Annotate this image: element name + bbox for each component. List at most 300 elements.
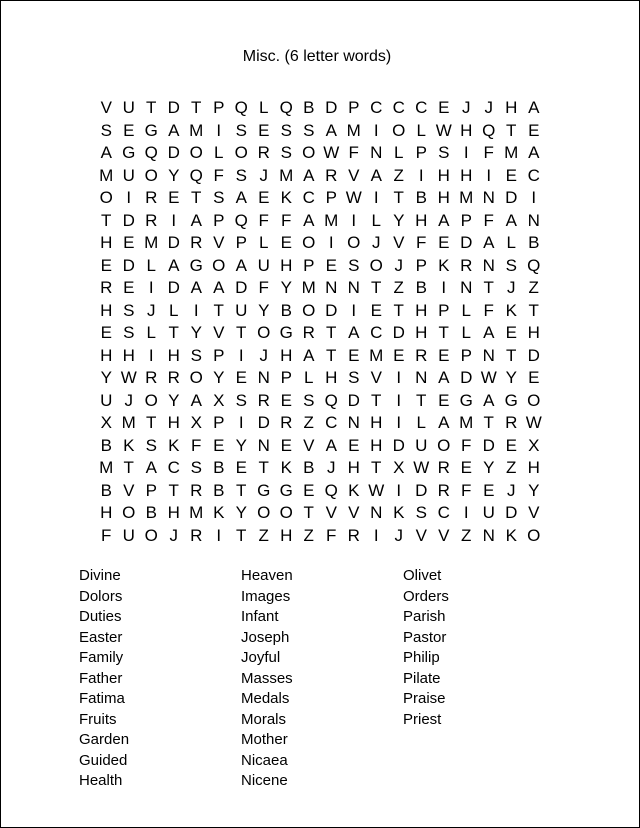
grid-letter: A — [505, 210, 517, 230]
grid-letter: K — [123, 435, 135, 455]
grid-letter: V — [303, 435, 315, 455]
grid-letter: H — [100, 345, 113, 365]
word-list-item: Garden — [79, 731, 130, 748]
grid-letter: O — [369, 255, 383, 275]
grid-letter: I — [396, 413, 402, 432]
grid-letter: N — [415, 368, 428, 387]
word-list-item: Morals — [241, 710, 287, 728]
grid-letter: E — [438, 345, 450, 365]
grid-letter: C — [302, 188, 315, 207]
grid-letter: J — [259, 345, 268, 365]
grid-letter: O — [144, 525, 158, 545]
grid-letter: G — [279, 323, 293, 342]
grid-letter: Y — [168, 390, 180, 410]
grid-letter: I — [373, 188, 379, 207]
grid-letter: Y — [235, 435, 247, 455]
grid-letter: E — [235, 458, 247, 477]
word-list-column-1 — [79, 566, 129, 792]
grid-letter: C — [370, 98, 383, 117]
grid-letter: E — [528, 120, 540, 140]
grid-letter: O — [144, 165, 158, 185]
grid-letter: M — [324, 210, 339, 230]
grid-letter: X — [100, 413, 112, 432]
grid-letter: M — [121, 413, 136, 432]
word-list-item: Nicene — [241, 772, 288, 789]
grid-letter: P — [303, 255, 315, 275]
grid-letter: O — [347, 233, 361, 252]
grid-letter: S — [280, 143, 292, 162]
word-list-item: Divine — [79, 567, 121, 584]
grid-letter: I — [193, 300, 199, 320]
grid-letter: H — [122, 345, 135, 365]
grid-letter: R — [145, 368, 158, 387]
word-list-item: Father — [79, 669, 123, 687]
grid-letter: E — [370, 300, 382, 320]
grid-letter: G — [122, 143, 136, 162]
grid-letter: U — [257, 255, 270, 275]
grid-row — [95, 480, 545, 503]
grid-letter: U — [235, 300, 248, 320]
grid-letter: T — [483, 278, 494, 297]
word-list-item: Nicaea — [241, 751, 288, 769]
grid-letter: F — [281, 210, 292, 230]
grid-letter: J — [124, 390, 133, 410]
grid-letter: Q — [482, 120, 496, 140]
grid-letter: T — [438, 323, 449, 342]
word-list-item: Pilate — [403, 669, 441, 687]
grid-letter: H — [167, 413, 180, 432]
grid-letter: D — [460, 233, 473, 252]
grid-letter: A — [235, 255, 247, 275]
grid-letter: I — [148, 345, 154, 365]
grid-letter: R — [415, 345, 428, 365]
grid-letter: E — [280, 233, 292, 252]
grid-letter: F — [101, 525, 112, 545]
word-list-item: Parish — [403, 608, 446, 625]
grid-letter: D — [415, 480, 428, 500]
grid-letter: V — [123, 480, 135, 500]
grid-letter: A — [168, 120, 180, 140]
grid-letter: D — [505, 503, 518, 522]
grid-letter: Q — [189, 165, 203, 185]
grid-letter: Q — [527, 255, 541, 275]
grid-letter: Y — [213, 368, 225, 387]
grid-letter: Q — [234, 210, 248, 230]
grid-letter: M — [504, 143, 519, 162]
grid-letter: E — [303, 480, 315, 500]
grid-letter: S — [348, 368, 360, 387]
grid-letter: H — [460, 165, 473, 185]
grid-letter: L — [394, 143, 404, 162]
grid-letter: V — [325, 503, 337, 522]
grid-letter: U — [482, 503, 495, 522]
grid-letter: I — [373, 120, 379, 140]
grid-letter: N — [527, 210, 540, 230]
word-list-item: Duties — [79, 608, 122, 625]
grid-letter: R — [190, 480, 203, 500]
grid-letter: E — [438, 233, 450, 252]
grid-letter: O — [212, 255, 226, 275]
grid-letter: F — [416, 233, 427, 252]
grid-letter: E — [438, 98, 450, 117]
grid-letter: D — [347, 390, 360, 410]
grid-letter: B — [100, 435, 112, 455]
grid-letter: A — [190, 210, 202, 230]
grid-row — [95, 187, 545, 210]
grid-letter: S — [505, 255, 517, 275]
grid-letter: J — [259, 165, 268, 185]
grid-letter: E — [280, 390, 292, 410]
grid-letter: T — [236, 480, 247, 500]
grid-letter: A — [348, 323, 360, 342]
grid-letter: B — [415, 278, 427, 297]
grid-letter: N — [482, 345, 495, 365]
grid-letter: R — [437, 480, 450, 500]
grid-letter: S — [190, 458, 202, 477]
grid-letter: L — [304, 368, 314, 387]
grid-letter: H — [325, 368, 338, 387]
grid-letter: E — [123, 233, 135, 252]
grid-letter: I — [463, 143, 469, 162]
grid-letter: Z — [258, 525, 269, 545]
grid-letter: H — [167, 345, 180, 365]
grid-letter: O — [392, 120, 406, 140]
grid-letter: M — [279, 165, 294, 185]
grid-letter: Q — [279, 98, 293, 117]
grid-letter: G — [189, 255, 203, 275]
grid-letter: H — [100, 503, 113, 522]
grid-letter: I — [463, 503, 469, 522]
grid-letter: T — [371, 390, 382, 410]
grid-letter: F — [213, 165, 224, 185]
grid-letter: Y — [280, 278, 292, 297]
grid-row — [95, 210, 545, 233]
grid-letter: P — [213, 413, 225, 432]
grid-letter: R — [190, 233, 203, 252]
grid-letter: N — [347, 278, 360, 297]
word-list-item: Praise — [403, 690, 446, 707]
grid-letter: I — [351, 300, 357, 320]
grid-row — [95, 277, 545, 300]
grid-letter: X — [393, 458, 405, 477]
grid-letter: E — [213, 435, 225, 455]
grid-letter: F — [258, 278, 269, 297]
grid-letter: A — [145, 458, 157, 477]
grid-letter: T — [416, 390, 427, 410]
grid-letter: R — [302, 323, 315, 342]
grid-letter: P — [415, 255, 427, 275]
grid-letter: O — [234, 143, 248, 162]
grid-letter: J — [372, 233, 381, 252]
grid-letter: S — [235, 120, 247, 140]
grid-letter: D — [392, 323, 405, 342]
grid-letter: F — [191, 435, 202, 455]
grid-letter: A — [483, 390, 495, 410]
grid-letter: D — [482, 435, 495, 455]
grid-row — [95, 165, 545, 188]
grid-letter: M — [99, 458, 114, 477]
grid-letter: D — [122, 255, 135, 275]
grid-letter: Y — [100, 368, 112, 387]
word-list-item: Medals — [241, 690, 290, 707]
grid-letter: G — [504, 390, 518, 410]
grid-letter: H — [347, 458, 360, 477]
grid-letter: N — [257, 368, 270, 387]
grid-letter: R — [325, 165, 338, 185]
grid-letter: J — [327, 458, 336, 477]
grid-letter: X — [190, 413, 202, 432]
grid-row — [95, 232, 545, 255]
word-list-item: Priest — [403, 710, 442, 728]
page-title: Misc. (6 letter words) — [242, 48, 392, 65]
grid-letter: Z — [528, 278, 539, 297]
grid-letter: P — [415, 143, 427, 162]
word-list-item: Joyful — [241, 649, 281, 666]
grid-letter: F — [483, 143, 494, 162]
grid-letter: E — [100, 255, 112, 275]
grid-letter: F — [258, 210, 269, 230]
grid-letter: S — [235, 165, 247, 185]
grid-letter: D — [167, 233, 180, 252]
grid-letter: B — [415, 188, 427, 207]
grid-letter: A — [100, 143, 112, 162]
word-list-item: Mother — [241, 731, 288, 748]
grid-letter: P — [348, 98, 360, 117]
grid-letter: E — [438, 390, 450, 410]
grid-letter: L — [416, 120, 426, 140]
grid-letter: I — [396, 480, 402, 500]
grid-letter: M — [459, 413, 474, 432]
grid-letter: C — [325, 413, 338, 432]
grid-letter: Z — [393, 278, 404, 297]
grid-letter: S — [100, 120, 112, 140]
grid-letter: T — [213, 300, 224, 320]
word-list-item: Infant — [241, 608, 279, 625]
grid-letter: M — [99, 165, 114, 185]
grid-letter: N — [370, 503, 383, 522]
grid-letter: E — [528, 368, 540, 387]
grid-letter: R — [505, 413, 518, 432]
grid-letter: P — [213, 345, 225, 365]
word-list-column-2 — [241, 566, 293, 792]
grid-row — [95, 457, 545, 480]
grid-letter: A — [190, 278, 202, 297]
grid-letter: C — [415, 98, 428, 117]
grid-letter: L — [169, 300, 179, 320]
grid-letter: O — [189, 143, 203, 162]
grid-row — [95, 525, 545, 548]
grid-letter: H — [415, 300, 428, 320]
grid-letter: O — [257, 323, 271, 342]
grid-letter: H — [100, 233, 113, 252]
grid-letter: D — [325, 300, 338, 320]
grid-letter: J — [394, 255, 403, 275]
grid-letter: J — [147, 300, 156, 320]
grid-letter: O — [302, 300, 316, 320]
grid-letter: L — [461, 300, 471, 320]
grid-letter: J — [169, 525, 178, 545]
grid-letter: L — [461, 323, 471, 342]
word-list-item: Pastor — [403, 628, 447, 646]
grid-letter: D — [167, 98, 180, 117]
grid-letter: R — [437, 458, 450, 477]
grid-letter: N — [370, 143, 383, 162]
grid-letter: H — [437, 188, 450, 207]
grid-letter: E — [168, 188, 180, 207]
grid-letter: P — [460, 210, 472, 230]
grid-letter: A — [438, 210, 450, 230]
grid-letter: T — [101, 210, 112, 230]
grid-letter: D — [167, 143, 180, 162]
grid-letter: H — [415, 323, 428, 342]
grid-letter: V — [213, 233, 225, 252]
grid-letter: F — [326, 525, 337, 545]
grid-letter: L — [146, 255, 156, 275]
grid-letter: S — [190, 345, 202, 365]
grid-letter: A — [235, 188, 247, 207]
grid-letter: L — [259, 233, 269, 252]
grid-letter: L — [259, 98, 269, 117]
grid-letter: H — [527, 323, 540, 342]
grid-letter: Z — [303, 413, 314, 432]
grid-letter: R — [100, 278, 113, 297]
grid-letter: A — [528, 98, 540, 117]
grid-letter: V — [348, 503, 360, 522]
grid-letter: T — [528, 300, 539, 320]
grid-letter: A — [483, 233, 495, 252]
grid-letter: I — [531, 188, 537, 207]
grid-letter: A — [213, 278, 225, 297]
word-list-item: Masses — [241, 669, 293, 687]
grid-letter: P — [460, 345, 472, 365]
grid-letter: G — [257, 480, 271, 500]
grid-letter: A — [303, 345, 315, 365]
grid-letter: V — [415, 525, 427, 545]
grid-letter: V — [100, 98, 112, 117]
grid-letter: U — [122, 525, 135, 545]
grid-letter: I — [126, 188, 132, 207]
grid-letter: V — [213, 323, 225, 342]
grid-letter: K — [505, 300, 517, 320]
grid-letter: I — [148, 278, 154, 297]
grid-letter: A — [438, 413, 450, 432]
grid-letter: I — [171, 210, 177, 230]
grid-letter: K — [213, 503, 225, 522]
grid-letter: B — [303, 98, 315, 117]
grid-letter: I — [373, 525, 379, 545]
grid-letter: I — [238, 413, 244, 432]
grid-letter: E — [505, 323, 517, 342]
grid-letter: K — [280, 458, 292, 477]
grid-letter: J — [507, 480, 516, 500]
grid-letter: C — [392, 98, 405, 117]
grid-letter: L — [506, 233, 516, 252]
grid-letter: R — [347, 525, 360, 545]
grid-letter: F — [348, 143, 359, 162]
grid-letter: O — [122, 503, 136, 522]
grid-row — [95, 300, 545, 323]
grid-letter: Z — [303, 525, 314, 545]
grid-letter: J — [394, 525, 403, 545]
grid-letter: B — [528, 233, 540, 252]
grid-letter: M — [301, 278, 316, 297]
grid-letter: T — [258, 458, 269, 477]
grid-letter: N — [347, 413, 360, 432]
grid-row — [95, 502, 545, 525]
grid-letter: V — [370, 368, 382, 387]
grid-letter: E — [280, 435, 292, 455]
grid-letter: T — [393, 300, 404, 320]
grid-letter: H — [370, 413, 383, 432]
grid-letter: W — [345, 188, 362, 207]
grid-letter: S — [415, 503, 427, 522]
grid-letter: T — [393, 188, 404, 207]
grid-letter: V — [348, 165, 360, 185]
grid-letter: D — [325, 98, 338, 117]
grid-row — [95, 435, 545, 458]
grid-letter: X — [528, 435, 540, 455]
grid-letter: O — [99, 188, 113, 207]
grid-letter: W — [525, 413, 542, 432]
grid-row — [95, 345, 545, 368]
grid-letter: I — [396, 390, 402, 410]
grid-letter: V — [438, 525, 450, 545]
grid-letter: P — [235, 233, 247, 252]
grid-letter: P — [213, 98, 225, 117]
grid-letter: S — [235, 390, 247, 410]
grid-letter: U — [415, 435, 428, 455]
grid-letter: S — [280, 120, 292, 140]
grid-letter: Y — [393, 210, 405, 230]
grid-letter: H — [505, 98, 518, 117]
grid-letter: Y — [168, 165, 180, 185]
grid-letter: A — [325, 435, 337, 455]
grid-letter: R — [280, 413, 293, 432]
grid-letter: T — [146, 98, 157, 117]
grid-letter: E — [483, 480, 495, 500]
grid-letter: I — [216, 120, 222, 140]
grid-letter: H — [167, 503, 180, 522]
grid-letter: N — [482, 255, 495, 275]
grid-letter: E — [348, 345, 360, 365]
word-list-item: Orders — [403, 587, 449, 605]
grid-letter: D — [527, 345, 540, 365]
grid-row — [95, 412, 545, 435]
grid-letter: O — [527, 390, 541, 410]
grid-letter: V — [528, 503, 540, 522]
grid-letter: S — [213, 188, 225, 207]
grid-letter: K — [505, 525, 517, 545]
grid-letter: E — [325, 255, 337, 275]
grid-letter: H — [280, 255, 293, 275]
grid-letter: O — [279, 503, 293, 522]
grid-letter: H — [437, 165, 450, 185]
grid-letter: O — [302, 143, 316, 162]
grid-letter: F — [461, 435, 472, 455]
grid-letter: I — [328, 233, 334, 252]
grid-letter: E — [505, 165, 517, 185]
grid-letter: Q — [234, 98, 248, 117]
word-list-item: Health — [79, 772, 123, 789]
grid-letter: Y — [258, 300, 270, 320]
grid-letter: S — [438, 143, 450, 162]
grid-letter: Y — [528, 480, 540, 500]
grid-letter: R — [167, 368, 180, 387]
grid-letter: I — [238, 345, 244, 365]
grid-letter: C — [527, 165, 540, 185]
grid-letter: M — [369, 345, 384, 365]
grid-letter: L — [371, 210, 381, 230]
